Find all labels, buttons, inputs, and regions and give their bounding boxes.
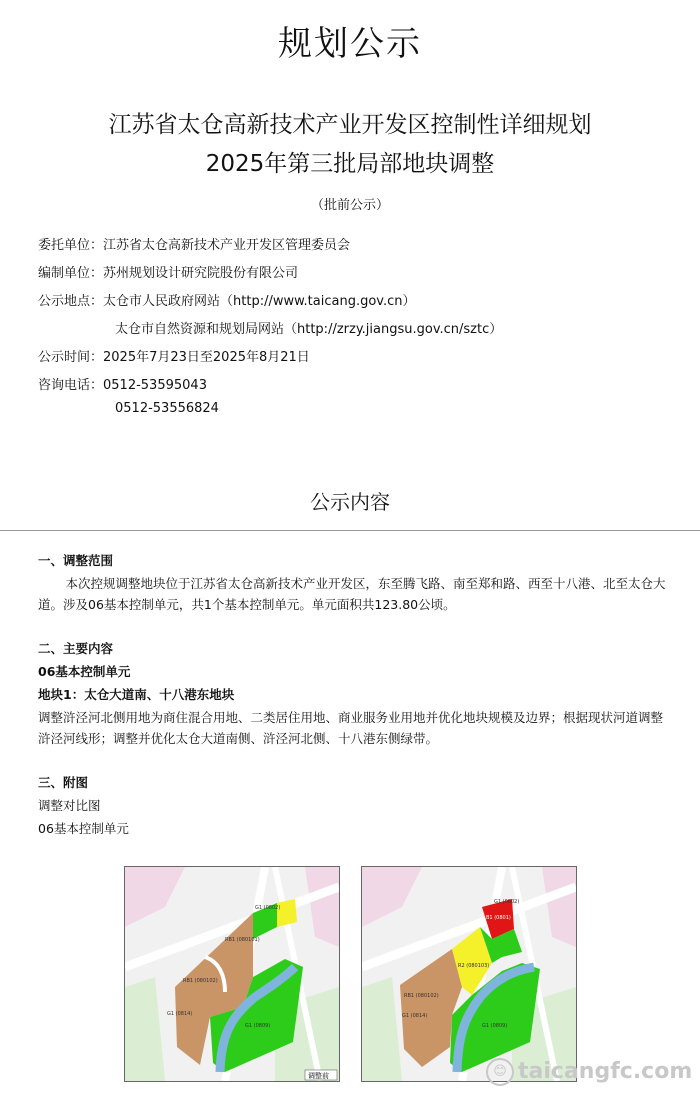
client-label: 委托单位： [38, 238, 104, 253]
map-label: G1 (0802) [494, 899, 520, 905]
map-label: G1 (0814) [167, 1011, 193, 1017]
document-title-line1: 江苏省太仓高新技术产业开发区控制性详细规划 [108, 112, 592, 138]
client-value: 江苏省太仓高新技术产业开发区管理委员会 [103, 238, 351, 253]
s3-line1: 调整对比图 [38, 798, 101, 813]
s2-text: 调整浒泾河北侧用地为商住混合用地、二类居住用地、商业服务业用地并优化地块规模及边界；根据现状河道调整浒泾河线形；调整并优化太仓大道南侧、浒泾河北侧、十八港东侧绿带。 [38, 710, 664, 746]
client-row [38, 234, 350, 253]
map-after [361, 866, 577, 1082]
map-label: RB1 (080102) [404, 993, 439, 999]
smile-icon: 😊 [486, 1058, 514, 1086]
s2-unit: 06基本控制单元 [38, 664, 131, 679]
location-row [38, 290, 416, 309]
map-label: G1 (0814) [402, 1013, 428, 1019]
map-label: R2 (080103) [458, 963, 490, 969]
phone-value-2: 0512-53556824 [115, 401, 219, 416]
s3-line2: 06基本控制单元 [38, 821, 129, 836]
map-stamp: 调整前 [308, 1072, 329, 1080]
publicity-stage: （批前公示） [310, 198, 389, 213]
map-label: G1 (0809) [245, 1023, 271, 1029]
compiler-value: 苏州规划设计研究院股份有限公司 [103, 266, 299, 281]
document-title-line2: 2025年第三批局部地块调整 [205, 151, 495, 177]
watermark [486, 1058, 692, 1086]
s2-title: 二、主要内容 [38, 641, 114, 656]
s2-plot: 地块1：太仓大道南、十八港东地块 [38, 687, 235, 702]
map-label: RB1 (080101) [225, 937, 260, 943]
compiler-row [38, 262, 298, 281]
location-label: 公示地点： [38, 294, 104, 309]
s1-title: 一、调整范围 [38, 553, 114, 568]
location-value-2: 太仓市自然资源和规划局网站（http://zrzy.jiangsu.gov.cn/sztc） [115, 322, 503, 337]
time-row [38, 346, 310, 365]
phone-label: 咨询电话： [38, 378, 104, 393]
map-before [124, 866, 340, 1082]
compiler-label: 编制单位： [38, 266, 104, 281]
location-value-1: 太仓市人民政府网站（http://www.taicang.gov.cn） [103, 294, 416, 309]
divider [0, 530, 700, 531]
phone-row [38, 374, 207, 393]
watermark-text: taicangfc.com [518, 1059, 693, 1084]
time-label: 公示时间： [38, 350, 104, 365]
map-label: G1 (0809) [482, 1023, 508, 1029]
phone-value-1: 0512-53595043 [103, 378, 207, 393]
map-label: B1 (0801) [486, 915, 511, 921]
s1-text: 本次控规调整地块位于江苏省太仓高新技术产业开发区，东至腾飞路、南至郑和路、西至十八港、北至太仓大道。涉及06基本控制单元，共1个基本控制单元。单元面积共123.80公顷。 [38, 576, 666, 612]
section-title: 公示内容 [310, 490, 390, 514]
time-value: 2025年7月23日至2025年8月21日 [103, 350, 310, 365]
s3-title: 三、附图 [38, 775, 89, 790]
page-title: 规划公示 [278, 24, 422, 64]
map-label: G1 (0802) [255, 905, 281, 911]
map-label: RB1 (080102) [183, 978, 218, 984]
